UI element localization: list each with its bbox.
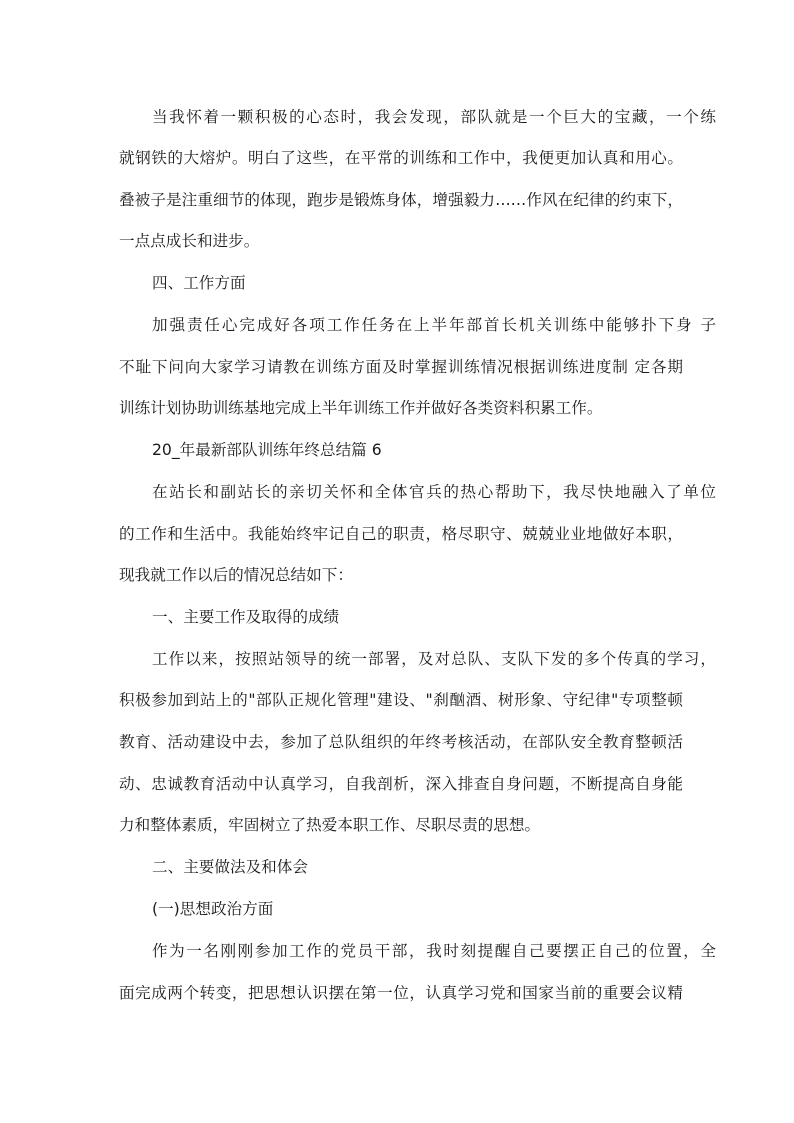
- text-line: 动、忠诚教育活动中认真学习，自我剖析，深入排查自身问题，不断提高自身能: [119, 775, 683, 793]
- text-line: 一点点成长和进步。: [119, 232, 260, 250]
- text-line: 叠被子是注重细节的体现，跑步是锻炼身体，增强毅力……作风在纪律的约束下，: [119, 191, 683, 209]
- text-line: 在站长和副站长的亲切关怀和全体官兵的热心帮助下，我尽快地融入了单位: [152, 483, 716, 501]
- article-title: 20_年最新部队训练年终总结篇 6: [152, 441, 382, 459]
- text-line: 现我就工作以后的情况总结如下：: [119, 566, 353, 584]
- text-line: 当我怀着一颗积极的心态时，我会发现，部队就是一个巨大的宝藏，一个练: [152, 108, 716, 126]
- text-line: 训练计划协助训练基地完成上半年训练工作并做好各类资料积累工作。: [119, 399, 603, 417]
- section-heading: 四、工作方面: [152, 274, 246, 292]
- section-heading: 二、主要做法及和体会: [152, 858, 308, 876]
- section-heading: 一、主要工作及取得的成绩: [152, 608, 340, 626]
- text-line: 力和整体素质，牢固树立了热爱本职工作、尽职尽责的思想。: [119, 816, 541, 834]
- text-line: 不耻下问向大家学习请教在训练方面及时掌握训练情况根据训练进度制 定各期: [119, 358, 683, 376]
- text-line: 教育、活动建设中去，参加了总队组织的年终考核活动，在部队安全教育整顿活: [119, 733, 683, 751]
- text-line: 的工作和生活中。我能始终牢记自己的职责，格尽职守、兢兢业业地做好本职，: [119, 525, 683, 543]
- text-line: 面完成两个转变，把思想认识摆在第一位，认真学习党和国家当前的重要会议精: [119, 984, 683, 1002]
- subsection-heading: (一)思想政治方面: [152, 900, 274, 918]
- text-line: 加强责任心完成好各项工作任务在上半年部首长机关训练中能够扑下身 子: [152, 316, 716, 334]
- text-line: 积极参加到站上的"部队正规化管理"建设、"刹酗酒、树形象、守纪律"专项整顿: [119, 691, 683, 709]
- text-line: 就钢铁的大熔炉。明白了这些，在平常的训练和工作中，我便更加认真和用心。: [119, 149, 683, 167]
- text-line: 工作以来，按照站领导的统一部署，及对总队、支队下发的多个传真的学习，: [152, 650, 716, 668]
- text-line: 作为一名刚刚参加工作的党员干部，我时刻提醒自己要摆正自己的位置，全: [152, 942, 716, 960]
